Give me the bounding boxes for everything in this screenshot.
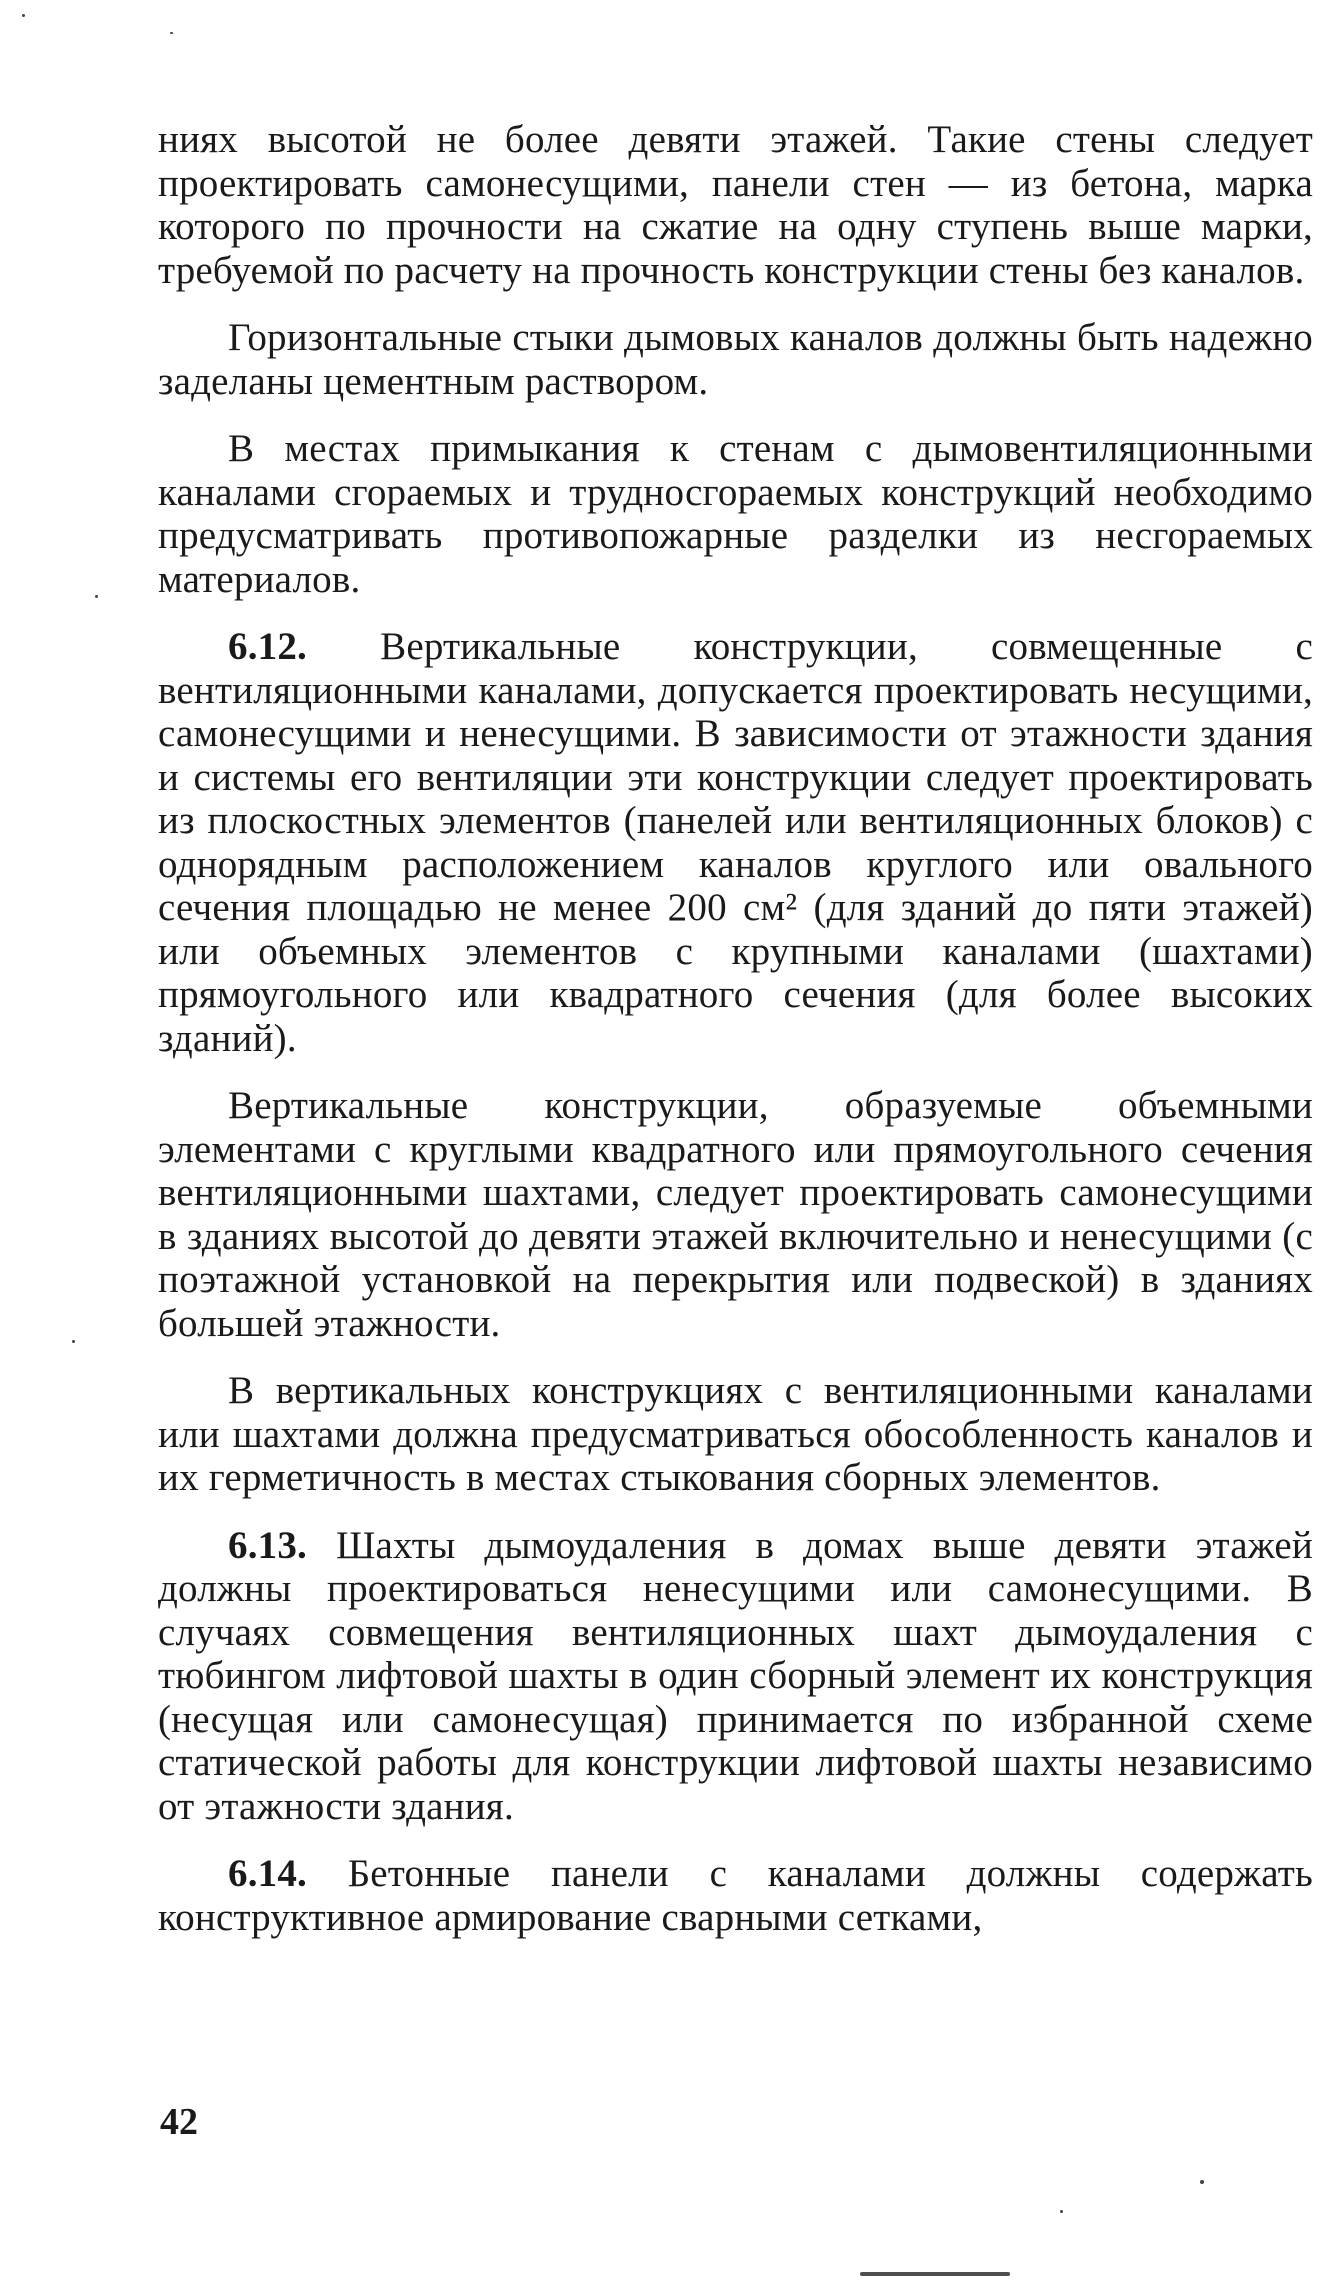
paragraph-6-12 xyxy=(158,625,1313,1060)
paragraph-continuation xyxy=(158,118,1313,292)
paragraph-text: Бетонные панели с каналами должны содержать конструктивное армирование сварными сетками, xyxy=(158,1852,1313,1939)
scan-speck xyxy=(95,595,98,598)
section-number: 6.13. xyxy=(228,1523,307,1567)
section-number: 6.14. xyxy=(228,1852,307,1895)
section-number: 6.12. xyxy=(228,625,307,668)
paragraph-6-14 xyxy=(158,1852,1313,1939)
paragraph-text: Горизонтальные стыки дымовых каналов должны быть надежно заделаны цементным раствором. xyxy=(158,316,1313,403)
scan-speck xyxy=(1060,2210,1063,2213)
paragraph-fire-separation xyxy=(158,427,1313,601)
paragraph-text: Вертикальные конструкции, совмещенные с вентиляционными каналами, допускается проектировать несущими, самонесущими и ненесущими. В зависимости от этажности здания и системы его вентиляции эти конструкции следует проектировать из плоскостных элементов (панелей или вентиляционных блоков) с однорядным расположением каналов круглого или овального сечения площадью не менее 200 см² (для зданий до пяти этажей) или объемных элементов с крупными каналами (шахтами) прямоугольного или квадратного сечения (для более высоких зданий). xyxy=(158,625,1314,1060)
paragraph-text: Вертикальные конструкции, образуемые объемными элементами с круглыми квадратного или прямоугольного сечения вентиляционными шахтами, следует проектировать самонесущими в зданиях высотой до девяти этажей включительно и ненесущими (с поэтажной установкой на перекрытия или подвеской) в зданиях большей этажности. xyxy=(158,1084,1313,1345)
scan-speck xyxy=(22,14,25,17)
scan-smudge xyxy=(860,2272,1010,2276)
paragraph-channel-isolation xyxy=(158,1369,1313,1500)
page-number: 42 xyxy=(160,2101,198,2143)
paragraph-text: В местах примыкания к стенам с дымовентиляционными каналами сгораемых и трудносгораемых конструкций необходимо предусматривать противопожарные разделки из несгораемых материалов. xyxy=(158,427,1313,601)
scan-speck xyxy=(1200,2180,1204,2184)
paragraph-horizontal-joints xyxy=(158,316,1313,403)
paragraph-text: ниях высотой не более девяти этажей. Такие стены следует проектировать самонесущими, панели стен — из бетона, марка которого по прочности на сжатие на одну ступень выше марки, требуемой по расчету на прочность конструкции стены без каналов. xyxy=(158,118,1313,292)
scan-speck xyxy=(72,1340,75,1343)
paragraph-volumetric-elements xyxy=(158,1084,1313,1345)
page-body xyxy=(158,118,1313,1963)
paragraph-text: Шахты дымоудаления в домах выше девяти этажей должны проектироваться ненесущими или самонесущими. В случаях совмещения вентиляционных шахт дымоудаления с тюбингом лифтовой шахты в один сборный элемент их конструкция (несущая или самонесущая) принимается по избранной схеме статической работы для конструкции лифтовой шахты независимо от этажности здания. xyxy=(158,1523,1313,1828)
scan-speck xyxy=(170,32,173,34)
paragraph-6-13 xyxy=(158,1524,1313,1829)
paragraph-text: В вертикальных конструкциях с вентиляционными каналами или шахтами должна предусматриваться обособленность каналов и их герметичность в местах стыкования сборных элементов. xyxy=(158,1369,1313,1499)
